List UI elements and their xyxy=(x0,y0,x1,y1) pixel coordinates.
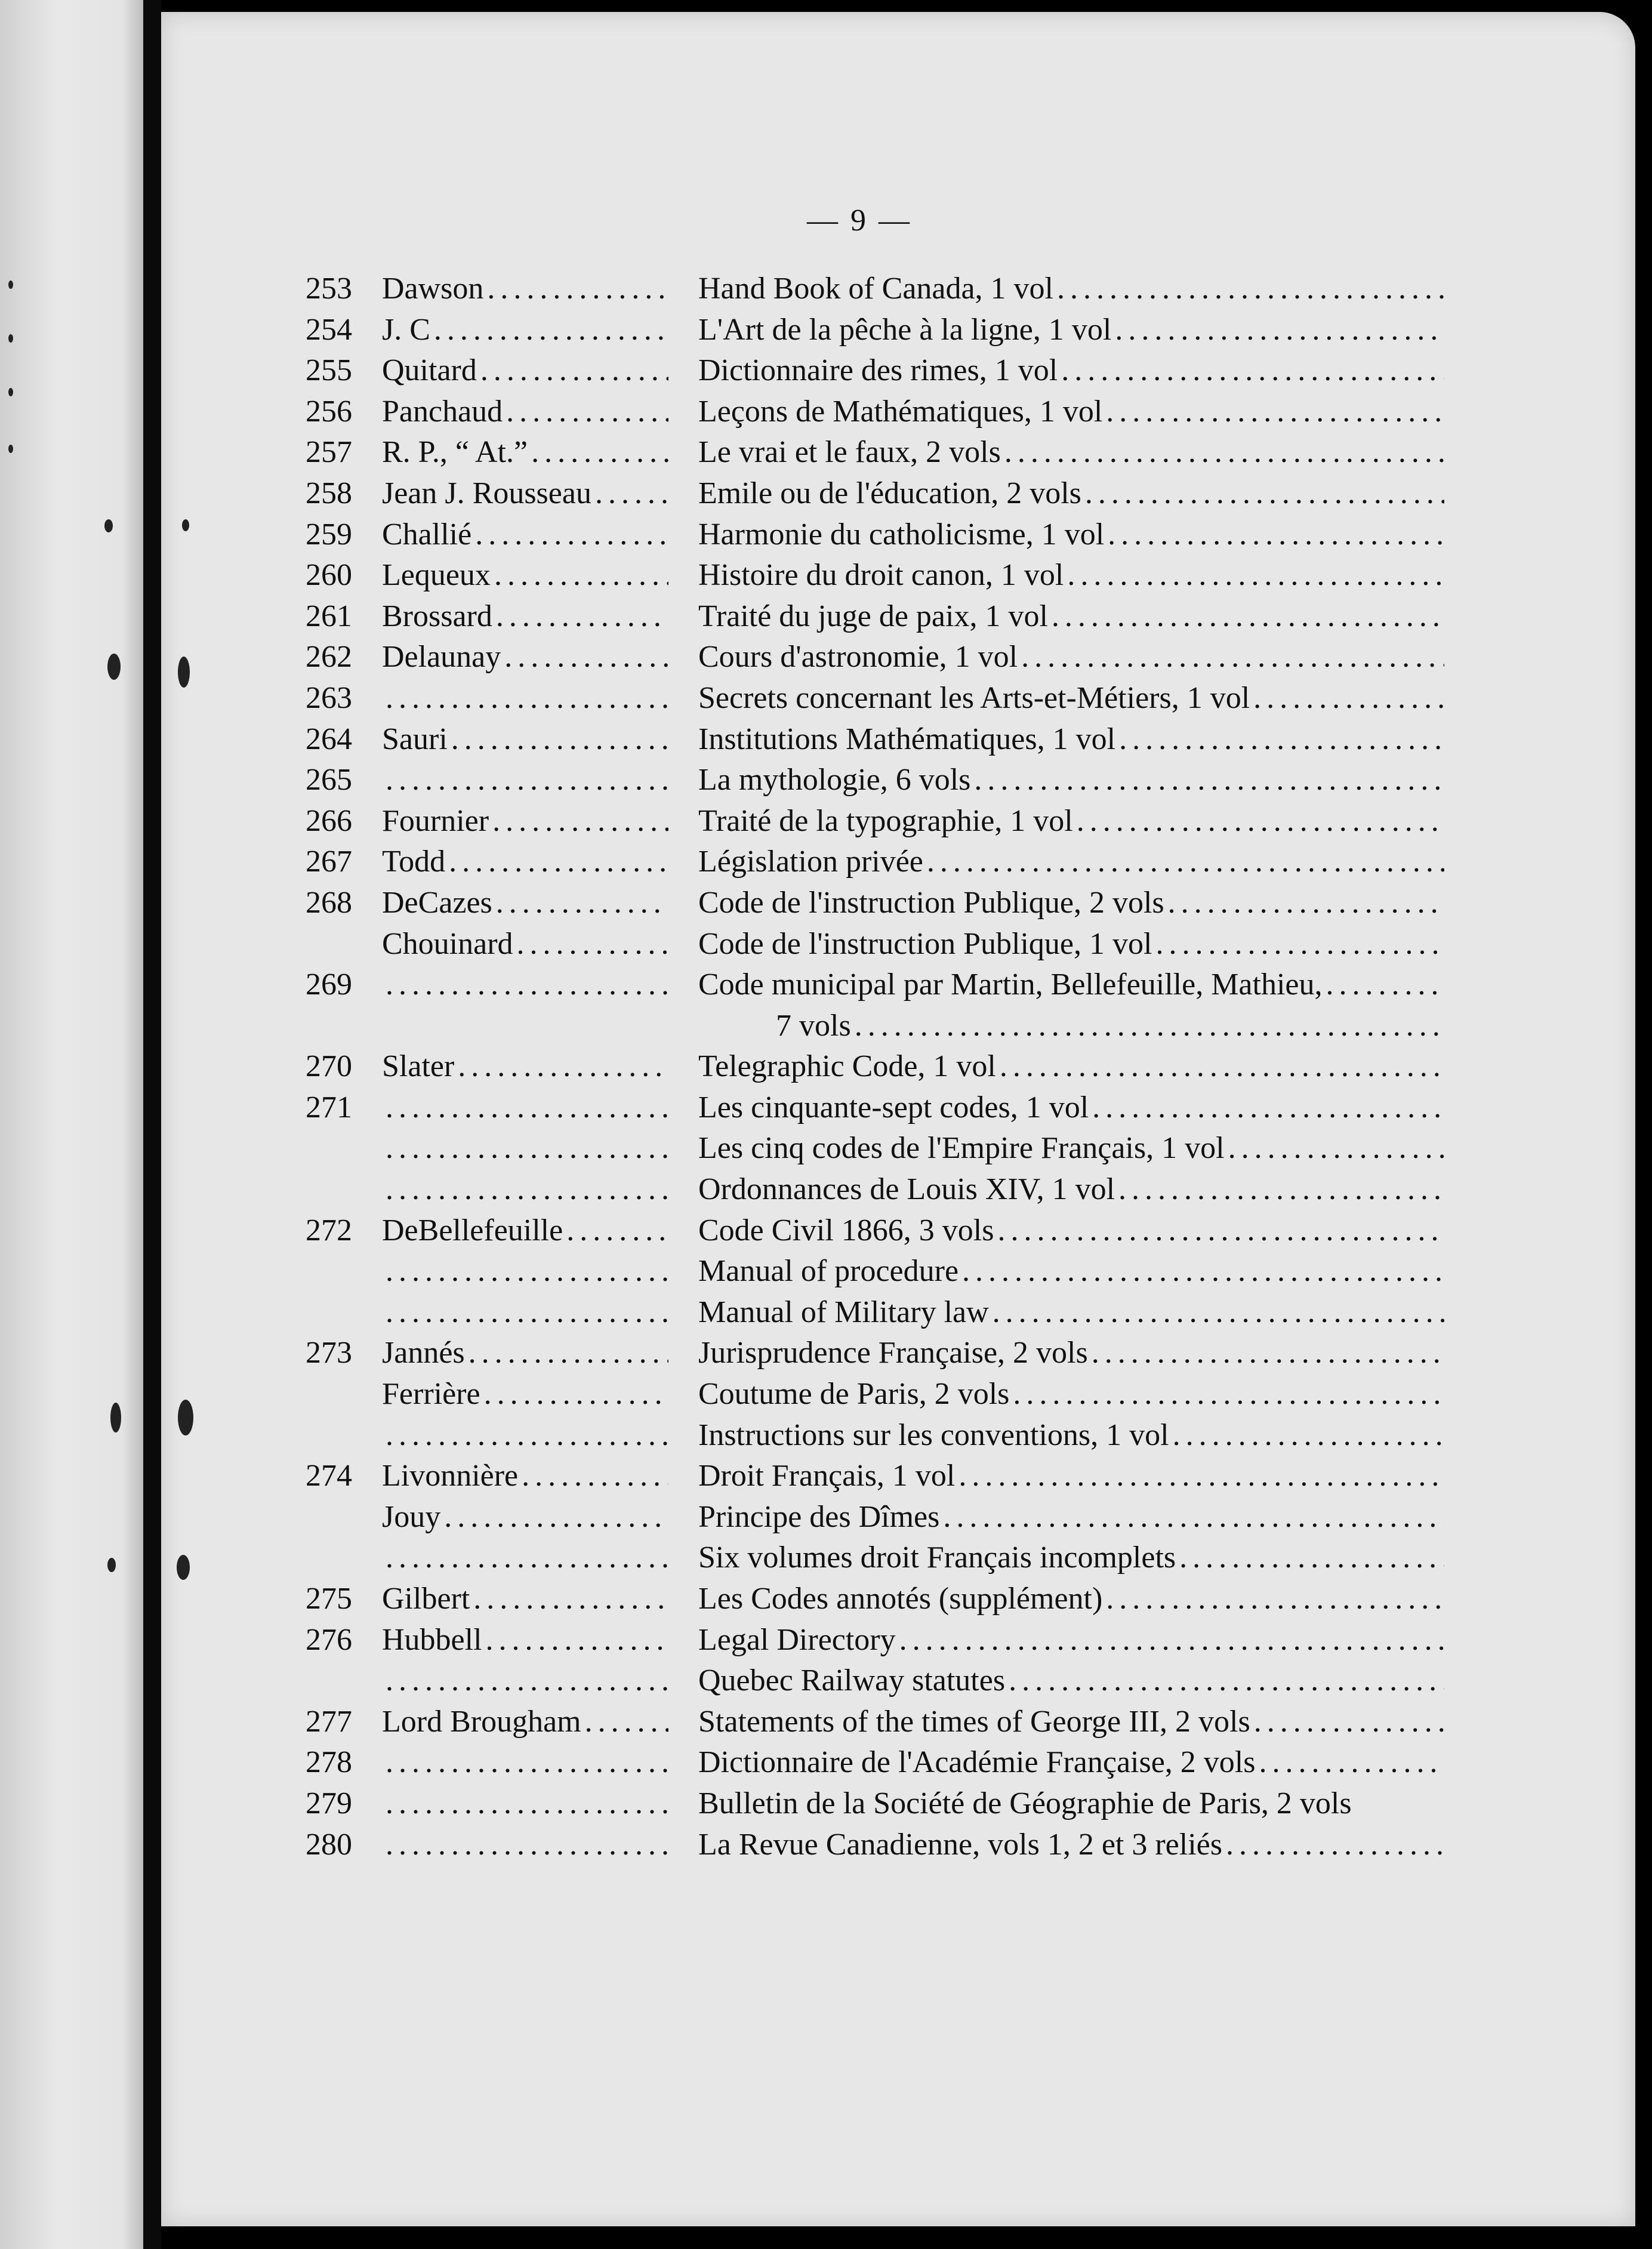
dot-leader xyxy=(1104,515,1444,556)
dot-leader xyxy=(477,350,668,392)
catalog-entry xyxy=(281,1210,1444,1252)
entry-number: 266 xyxy=(306,803,352,838)
entry-author xyxy=(382,965,668,1006)
entry-author xyxy=(382,1292,668,1333)
dot-leader xyxy=(382,1538,668,1579)
entry-author: Dawson . . . xyxy=(382,269,668,310)
catalog-entry xyxy=(281,1825,1444,1866)
entry-title: Ordonnances de Louis XIV, 1 vol . . . xyxy=(698,1169,1444,1210)
dot-leader xyxy=(1222,1825,1444,1866)
entry-title: Instructions sur les conventions, 1 vol . . . xyxy=(698,1415,1444,1456)
entry-title: Institutions Mathématiques, 1 vol . . . xyxy=(698,719,1444,760)
entry-author: Jean J. Rousseau . . . xyxy=(382,473,668,515)
dot-leader xyxy=(563,1210,668,1252)
dot-leader xyxy=(1102,1579,1444,1620)
dot-leader xyxy=(382,760,668,801)
entry-title: Traité du juge de paix, 1 vol . . . xyxy=(698,596,1444,637)
dot-leader xyxy=(491,555,668,596)
entry-title: Droit Français, 1 vol . . . xyxy=(698,1456,1444,1497)
entry-author xyxy=(382,1415,668,1456)
entry-author xyxy=(382,1087,668,1129)
entry-title: Les Codes annotés (supplément) . . . xyxy=(698,1579,1444,1620)
entry-author: Sauri . . . xyxy=(382,719,668,760)
dot-leader xyxy=(382,1825,668,1866)
dot-leader xyxy=(382,1415,668,1456)
catalog-entry xyxy=(281,1169,1444,1210)
catalog-entry xyxy=(281,1046,1444,1087)
dot-leader xyxy=(958,1251,1444,1292)
entry-title: Histoire du droit canon, 1 vol . . . xyxy=(698,555,1444,596)
catalog-entry xyxy=(281,392,1444,433)
catalog-entry xyxy=(281,1783,1444,1825)
dot-leader xyxy=(382,1742,668,1783)
dot-leader xyxy=(1089,1087,1444,1129)
catalog-entry xyxy=(281,760,1444,801)
catalog-entry xyxy=(281,801,1444,842)
catalog-entry xyxy=(281,678,1444,719)
entry-author xyxy=(382,1538,668,1579)
entry-number: 264 xyxy=(306,722,352,756)
entry-number: 280 xyxy=(306,1827,352,1862)
dot-leader xyxy=(939,1497,1444,1538)
dot-leader xyxy=(591,473,668,515)
entry-number: 254 xyxy=(306,312,352,347)
facing-page-edge xyxy=(0,0,143,2249)
catalog-entry xyxy=(281,1456,1444,1497)
entry-title: Code de l'instruction Publique, 1 vol . . . xyxy=(698,924,1444,965)
entry-title: Les cinq codes de l'Empire Français, 1 vol . . . xyxy=(698,1128,1444,1169)
entry-number: 265 xyxy=(306,763,352,797)
entry-title: Dictionnaire de l'Académie Française, 2 vols . . . xyxy=(698,1742,1444,1783)
entry-author xyxy=(382,1128,668,1169)
ink-speck xyxy=(182,519,189,531)
dot-leader xyxy=(528,432,668,473)
dot-leader xyxy=(382,1169,668,1210)
entry-title: Manual of Military law . . . xyxy=(698,1292,1444,1333)
ink-speck xyxy=(107,1558,116,1572)
entry-author xyxy=(382,1251,668,1292)
entry-title: Six volumes droit Français incomplets . . . xyxy=(698,1538,1444,1579)
entry-author: Ferrière . . . xyxy=(382,1374,668,1415)
entry-title: Traité de la typographie, 1 vol . . . xyxy=(698,801,1444,842)
dot-leader xyxy=(1009,1374,1444,1415)
entry-author: Gilbert . . . xyxy=(382,1579,668,1620)
dot-leader xyxy=(1005,1660,1444,1702)
dot-leader xyxy=(1073,801,1444,842)
dot-leader xyxy=(1176,1538,1444,1579)
dot-leader xyxy=(1152,924,1444,965)
entry-title: Manual of procedure . . . xyxy=(698,1251,1444,1292)
entry-title: Cours d'astronomie, 1 vol . . . xyxy=(698,637,1444,678)
dot-leader xyxy=(1048,596,1444,637)
entry-author: Chouinard . . . xyxy=(382,924,668,965)
entry-title: Legal Directory . . . xyxy=(698,1620,1444,1661)
dot-leader xyxy=(489,801,668,842)
ink-speck xyxy=(8,334,13,343)
dot-leader xyxy=(581,1702,668,1743)
catalog-entry xyxy=(281,350,1444,392)
entry-number: 273 xyxy=(306,1336,352,1370)
entry-title: Le vrai et le faux, 2 vols . . . xyxy=(698,432,1444,473)
dot-leader xyxy=(482,1620,668,1661)
entry-number: 262 xyxy=(306,640,352,674)
entry-author: Todd . . . xyxy=(382,842,668,883)
entry-title: Principe des Dîmes . . . xyxy=(698,1497,1444,1538)
entry-author xyxy=(382,678,668,719)
entry-title: 7 vols . . . xyxy=(776,1006,1444,1047)
entry-number: 276 xyxy=(306,1622,352,1657)
catalog-entry xyxy=(281,432,1444,473)
entry-number: 279 xyxy=(306,1786,352,1820)
catalog-entry xyxy=(281,1660,1444,1702)
dot-leader xyxy=(480,1374,668,1415)
dot-leader xyxy=(382,965,668,1006)
entry-title: L'Art de la pêche à la ligne, 1 vol . . . xyxy=(698,310,1444,351)
dot-leader xyxy=(483,269,668,310)
entry-author: Jannés . . . xyxy=(382,1333,668,1374)
catalog-entry xyxy=(281,1251,1444,1292)
entry-title: Législation privée . . . xyxy=(698,842,1444,883)
entry-author: Lord Brougham . . . xyxy=(382,1702,668,1743)
dot-leader xyxy=(1256,1742,1445,1783)
catalog-entry xyxy=(281,596,1444,637)
entry-author: DeBellefeuille . . . xyxy=(382,1210,668,1252)
entry-number: 275 xyxy=(306,1582,352,1616)
entry-title: Harmonie du catholicisme, 1 vol . . . xyxy=(698,515,1444,556)
dot-leader xyxy=(1322,965,1444,1006)
page-number-header: — 9 — xyxy=(807,204,912,238)
dot-leader xyxy=(896,1620,1444,1661)
dot-leader xyxy=(445,842,668,883)
entry-title: Hand Book of Canada, 1 vol . . . xyxy=(698,269,1444,310)
dot-leader xyxy=(454,1046,668,1087)
entry-author: Hubbell . . . xyxy=(382,1620,668,1661)
catalog-entry xyxy=(281,965,1444,1006)
dot-leader xyxy=(1053,269,1444,310)
dot-leader xyxy=(1064,555,1444,596)
catalog-entry xyxy=(281,1374,1444,1415)
entry-title: Dictionnaire des rimes, 1 vol . . . xyxy=(698,350,1444,392)
entry-author: DeCazes . . . xyxy=(382,883,668,924)
catalog-entry xyxy=(281,1006,1444,1047)
catalog-entry xyxy=(281,1128,1444,1169)
entry-number: 277 xyxy=(306,1704,352,1739)
catalog-entry xyxy=(281,555,1444,596)
entry-author xyxy=(382,1169,668,1210)
ink-speck xyxy=(177,1555,190,1580)
catalog-entry xyxy=(281,473,1444,515)
dot-leader xyxy=(503,392,668,433)
catalog-entry xyxy=(281,1497,1444,1538)
dot-leader xyxy=(470,1579,668,1620)
entry-title: Coutume de Paris, 2 vols . . . xyxy=(698,1374,1444,1415)
ink-speck xyxy=(110,1403,121,1432)
dot-leader xyxy=(996,1046,1444,1087)
entry-author: R. P., “ At.” . . . xyxy=(382,432,668,473)
dot-leader xyxy=(492,596,668,637)
dot-leader xyxy=(430,310,668,351)
entry-title: Statements of the times of George III, 2 vols . . . xyxy=(698,1702,1444,1743)
entry-author: Panchaud . . . xyxy=(382,392,668,433)
entry-number: 263 xyxy=(306,680,352,715)
catalog-entry xyxy=(281,1620,1444,1661)
dot-leader xyxy=(1250,678,1444,719)
catalog-entry xyxy=(281,269,1444,310)
entry-number: 270 xyxy=(306,1049,352,1084)
entry-author: Challié . . . xyxy=(382,515,668,556)
dot-leader xyxy=(465,1333,668,1374)
entry-title: Leçons de Mathématiques, 1 vol . . . xyxy=(698,392,1444,433)
entry-number: 278 xyxy=(306,1745,352,1780)
dot-leader xyxy=(513,924,668,965)
ink-speck xyxy=(8,281,13,289)
dot-leader xyxy=(1081,473,1444,515)
entry-author: Fournier . . . xyxy=(382,801,668,842)
entry-number: 274 xyxy=(306,1459,352,1493)
entry-number: 253 xyxy=(306,272,352,306)
entry-title: Code Civil 1866, 3 vols . . . xyxy=(698,1210,1444,1252)
dot-leader xyxy=(994,1210,1444,1252)
catalog-entry xyxy=(281,924,1444,965)
catalog-entry xyxy=(281,1292,1444,1333)
entry-title: La Revue Canadienne, vols 1, 2 et 3 reliés . . . xyxy=(698,1825,1444,1866)
dot-leader xyxy=(970,760,1444,801)
dot-leader xyxy=(1115,1169,1444,1210)
entry-number: 267 xyxy=(306,845,352,879)
catalog-entry xyxy=(281,1087,1444,1129)
entry-title: Jurisprudence Française, 2 vols . . . xyxy=(698,1333,1444,1374)
ink-speck xyxy=(178,657,190,688)
dot-leader xyxy=(1250,1702,1444,1743)
binding-gutter xyxy=(143,0,161,2249)
dot-leader xyxy=(1115,719,1444,760)
entry-author: Slater . . . xyxy=(382,1046,668,1087)
dot-leader xyxy=(955,1456,1444,1497)
catalog-entry xyxy=(281,719,1444,760)
ink-speck xyxy=(8,388,13,396)
entry-number: 255 xyxy=(306,353,352,388)
entry-title: Emile ou de l'éducation, 2 vols . . . xyxy=(698,473,1444,515)
entry-author: Livonnière . . . xyxy=(382,1456,668,1497)
entry-title: Code municipal par Martin, Bellefeuille, Mathieu, . . . xyxy=(698,965,1444,1006)
entry-author xyxy=(382,1825,668,1866)
dot-leader xyxy=(1088,1333,1444,1374)
entry-number: 271 xyxy=(306,1090,352,1124)
entry-author: Lequeux . . . xyxy=(382,555,668,596)
entry-author xyxy=(382,1742,668,1783)
dot-leader xyxy=(440,1497,668,1538)
entry-number: 260 xyxy=(306,558,352,593)
entry-author: Quitard . . . xyxy=(382,350,668,392)
catalog-entry xyxy=(281,1538,1444,1579)
entry-author xyxy=(382,1783,668,1825)
dot-leader xyxy=(1058,350,1444,392)
dot-leader xyxy=(923,842,1444,883)
dot-leader xyxy=(382,1660,668,1702)
entry-author: Brossard . . . xyxy=(382,596,668,637)
entry-title: Bulletin de la Société de Géographie de Paris, 2 vols xyxy=(698,1786,1352,1820)
entry-number: 256 xyxy=(306,394,352,429)
entry-title: Secrets concernant les Arts-et-Métiers, 1 vol . . . xyxy=(698,678,1444,719)
entry-number: 268 xyxy=(306,885,352,920)
catalog-entry xyxy=(281,1579,1444,1620)
dot-leader xyxy=(1018,637,1444,678)
entry-author: Delaunay . . . xyxy=(382,637,668,678)
entry-title: La mythologie, 6 vols . . . xyxy=(698,760,1444,801)
dot-leader xyxy=(382,1292,668,1333)
entry-title: Code de l'instruction Publique, 2 vols . . . xyxy=(698,883,1444,924)
dot-leader xyxy=(1102,392,1444,433)
entry-author xyxy=(382,1660,668,1702)
entry-author: Jouy . . . xyxy=(382,1497,668,1538)
catalog-entry xyxy=(281,515,1444,556)
dot-leader xyxy=(1111,310,1444,351)
entry-author: J. C . . . xyxy=(382,310,668,351)
dot-leader xyxy=(382,1087,668,1129)
catalog-entry xyxy=(281,883,1444,924)
entry-author xyxy=(382,760,668,801)
catalog-entry xyxy=(281,310,1444,351)
dot-leader xyxy=(382,1783,668,1825)
ink-speck xyxy=(107,654,121,680)
ink-speck xyxy=(178,1400,193,1435)
entry-number: 269 xyxy=(306,968,352,1002)
ink-speck xyxy=(8,445,13,453)
dot-leader xyxy=(1169,1415,1444,1456)
dot-leader xyxy=(851,1006,1444,1047)
entry-number: 272 xyxy=(306,1213,352,1247)
dot-leader xyxy=(471,515,668,556)
dot-leader xyxy=(382,1128,668,1169)
dot-leader xyxy=(501,637,668,678)
dot-leader xyxy=(448,719,668,760)
entry-number: 261 xyxy=(306,599,352,633)
entry-number: 259 xyxy=(306,517,352,552)
dot-leader xyxy=(492,883,668,924)
entry-title: Quebec Railway statutes . . . xyxy=(698,1660,1444,1702)
catalog-entry xyxy=(281,1702,1444,1743)
entry-title: Les cinquante-sept codes, 1 vol . . . xyxy=(698,1087,1444,1129)
entry-number: 258 xyxy=(306,476,352,510)
catalog-list xyxy=(281,269,1444,1865)
catalog-entry xyxy=(281,1415,1444,1456)
catalog-entry xyxy=(281,637,1444,678)
dot-leader xyxy=(382,678,668,719)
dot-leader xyxy=(1225,1128,1444,1169)
dot-leader xyxy=(518,1456,668,1497)
catalog-entry xyxy=(281,1333,1444,1374)
entry-title: Telegraphic Code, 1 vol . . . xyxy=(698,1046,1444,1087)
dot-leader xyxy=(382,1251,668,1292)
catalog-entry xyxy=(281,842,1444,883)
dot-leader xyxy=(1001,432,1444,473)
dot-leader xyxy=(989,1292,1444,1333)
ink-speck xyxy=(104,519,113,532)
catalog-entry xyxy=(281,1742,1444,1783)
dot-leader xyxy=(1164,883,1444,924)
entry-number: 257 xyxy=(306,435,352,470)
